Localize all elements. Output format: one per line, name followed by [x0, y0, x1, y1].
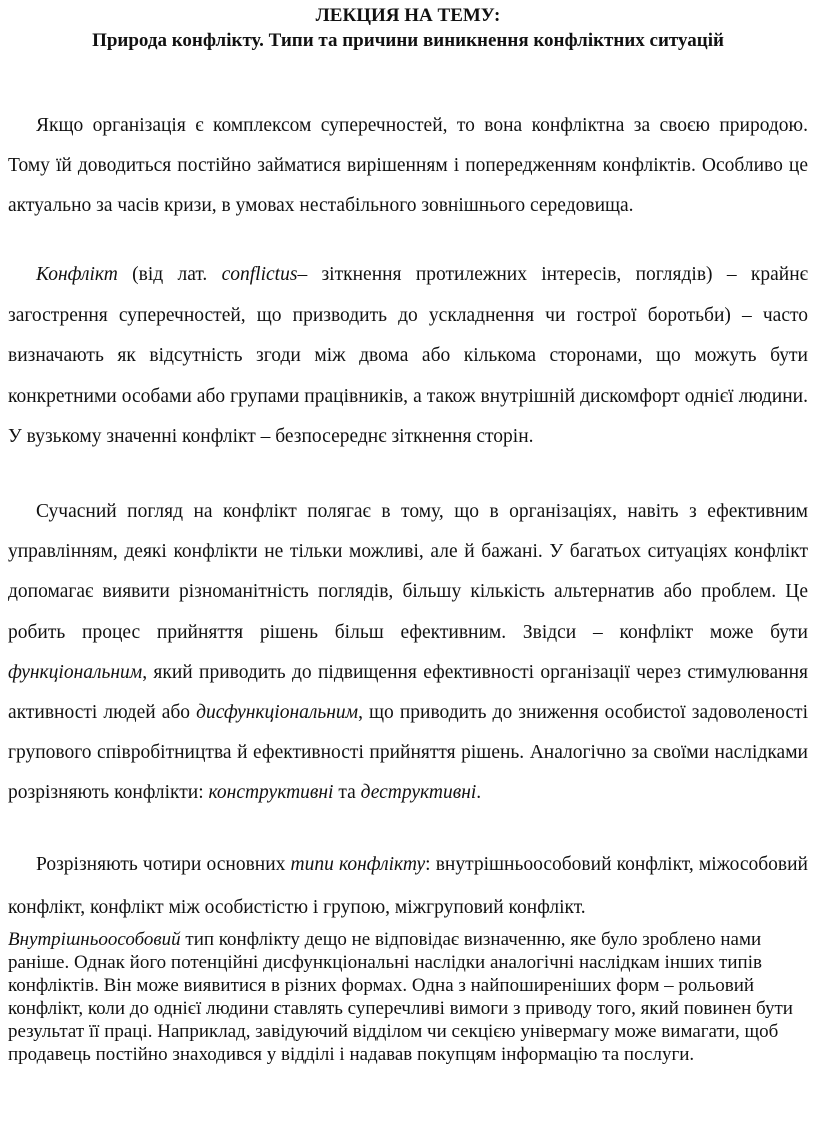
sentence-end: .: [476, 782, 482, 804]
latin-word: conflictus: [221, 264, 298, 285]
modern-view-text-1: Сучасний погляд на конфлікт полягає в тому, що в організаціях, навіть з ефективним управлінням, деякі конфлікти не тільки можливі, але й бажані. У багатьох ситуаціях конфлікт допомагає виявити різноманітність поглядів, більшу кількість альтернатив або проблем. Це робить процес прийняття рішень більш ефективним. Звідси – конфлікт може бути: [8, 501, 808, 643]
term-intrapersonal: Внутрішньоособовий: [8, 929, 181, 950]
definition-text: – зіткнення протилежних інтересів, поглядів) – крайнє загострення суперечностей, що призводить до ускладнення чи гострої боротьби) – часто визначають як відсутність згоди між двома або кількома сторонами, що можуть бути конкретними особами або групами працівників, а також внутрішній дискомфорт однієї людини. У вузькому значенні конфлікт – безпосереднє зіткнення сторін.: [8, 264, 808, 447]
term-conflict-types: типи конфлікту: [290, 854, 426, 875]
paragraph-intro: [8, 106, 808, 226]
term-dysfunctional: дисфункціональним: [196, 702, 359, 724]
intrapersonal-text: тип конфлікту дещо не відповідає визначенню, яке було зроблено нами раніше. Однак його потенційні дисфункціональні наслідки аналогічні наслідкам інших типів конфліктів. Він може виявитися в різних формах. Одна з найпоширеніших форм – рольовий конфлікт, коли до однієї людини ставлять суперечливі вимоги з приводу того, який повинен бути результат її праці. Наприклад, завідуючий відділом чи секцією універмагу може вимагати, щоб продавець постійно знаходився у відділі і надавав покупцям інформацію та послуги.: [8, 929, 793, 1065]
types-text-2: : внутрішньоособовий конфлікт, міжособовий конфлікт, конфлікт між особистістю і групою, міжгруповий конфлікт.: [8, 854, 808, 918]
definition-from-latin: (від лат.: [117, 264, 222, 285]
term-constructive: конструктивні: [208, 782, 334, 804]
types-text-1: Розрізняють чотири основних: [36, 854, 291, 875]
conjunction-and: та: [333, 782, 361, 804]
lecture-label: ЛЕКЦИЯ НА ТЕМУ:: [315, 5, 501, 26]
paragraph-types: [8, 843, 808, 929]
paragraph-definition: [8, 255, 808, 458]
lecture-title: Природа конфлікту. Типи та причини виникнення конфліктних ситуацій: [92, 30, 724, 51]
modern-view-text-3: , що приводить до зниження особистої задоволеності групового співробітництва й ефективності прийняття рішень. Аналогічно за своїми наслідками розрізняють конфлікти:: [8, 702, 808, 804]
term-conflict: Конфлікт: [36, 264, 118, 285]
term-functional: функціональним: [8, 661, 143, 683]
modern-view-text-2: , який приводить до підвищення ефективності організації через стимулювання активності людей або: [8, 661, 808, 724]
term-destructive: деструктивні: [360, 782, 477, 804]
paragraph-modern-view: [8, 492, 808, 814]
paragraph-intro-text: Якщо організація є комплексом суперечностей, то вона конфліктна за своєю природою. Тому їй доводиться постійно займатися вирішенням і попередженням конфліктів. Особливо це актуально за часів кризи, в умовах нестабільного зовнішнього середовища.: [8, 115, 808, 216]
paragraph-intrapersonal: [8, 928, 808, 1066]
